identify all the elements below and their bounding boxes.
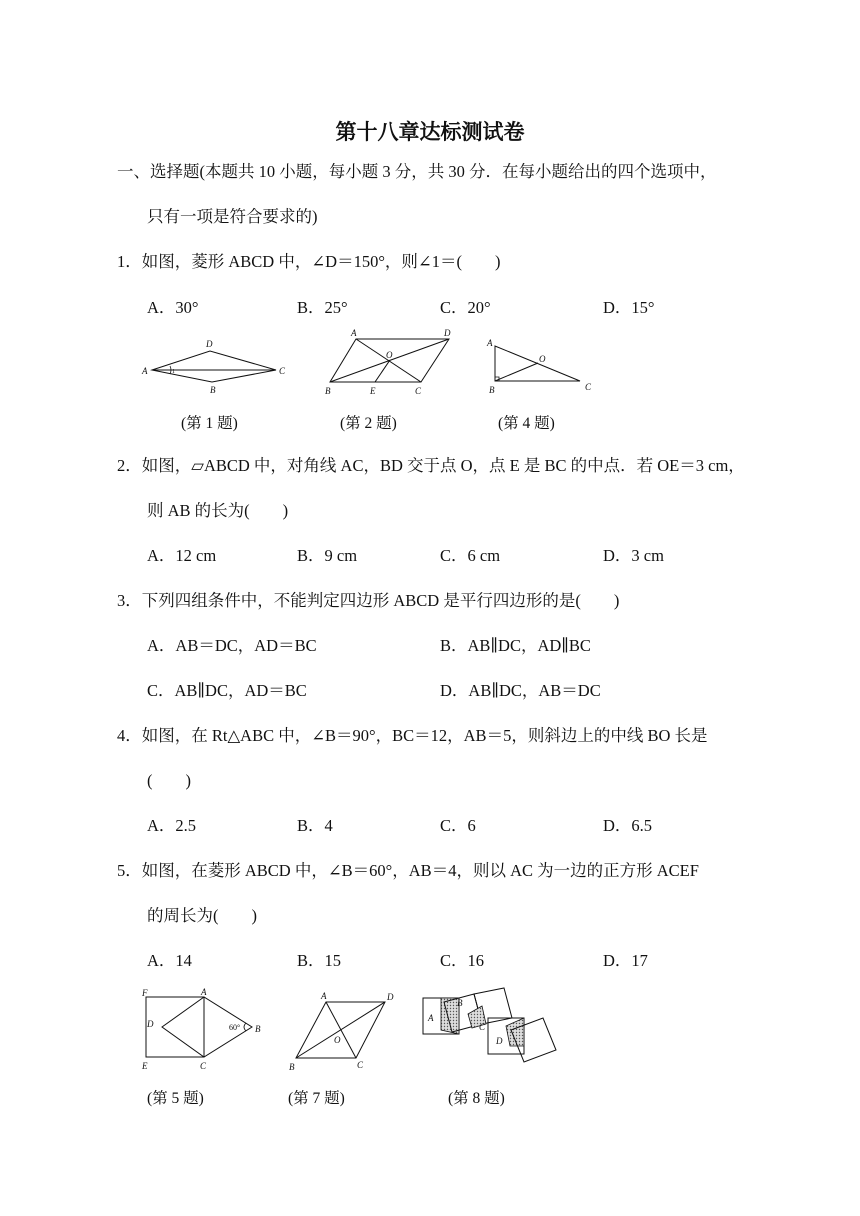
fig2-label-c: C: [415, 386, 422, 396]
question-4-stem: 4．如图，在 Rt△ABC 中，∠B＝90°，BC＝12，AB＝5，则斜边上的中线 BO 长是: [117, 726, 708, 745]
question-2-stem: 2．如图，▱ABCD 中，对角线 AC，BD 交于点 O，点 E 是 BC 的中点．若 OE＝3 cm，: [117, 456, 745, 475]
fig8-label-d: D: [496, 1036, 503, 1046]
question-1-stem: 1．如图，菱形 ABCD 中，∠D＝150°，则∠1＝( ): [117, 252, 501, 271]
fig1-label-b: B: [210, 385, 216, 395]
fig8-label-c: C: [479, 1022, 486, 1032]
figure-8-squares: [416, 986, 566, 1072]
question-4-stem-line2: ( ): [147, 771, 191, 790]
section-heading-line1: 一、选择题(本题共 10 小题，每小题 3 分，共 30 分．在每小题给出的四个选项中，: [117, 162, 717, 181]
fig5-label-angle: 60°: [229, 1023, 241, 1032]
q1-option-c: C．20°: [440, 298, 491, 317]
caption-fig7: (第 7 题): [288, 1090, 345, 1107]
fig1-label-angle: 1: [172, 369, 175, 375]
fig7-label-c: C: [357, 1060, 364, 1070]
page-title: 第十八章达标测试卷: [335, 120, 525, 144]
q5-option-a: A．14: [147, 951, 192, 970]
q2-option-b: B．9 cm: [297, 546, 358, 565]
fig2-label-d: D: [444, 328, 451, 338]
fig2-label-a: A: [351, 328, 357, 338]
caption-fig4: (第 4 题): [498, 415, 555, 432]
fig8-label-b: B: [457, 998, 463, 1008]
q4-option-d: D．6.5: [603, 816, 653, 835]
figure-2-parallelogram: [320, 326, 460, 400]
fig7-label-b: B: [289, 1062, 295, 1072]
q2-option-a: A．12 cm: [147, 546, 217, 565]
q1-option-b: B．25°: [297, 298, 348, 317]
fig5-label-d: D: [147, 1019, 154, 1029]
q3-option-b: B．AB∥DC，AD∥BC: [440, 636, 591, 655]
fig7-label-o: O: [334, 1035, 341, 1045]
q1-option-d: D．15°: [603, 298, 655, 317]
q4-option-b: B．4: [297, 816, 333, 835]
q4-option-c: C．6: [440, 816, 476, 835]
fig2-label-e: E: [370, 386, 376, 396]
fig7-label-d: D: [387, 992, 394, 1002]
fig4-label-a: A: [487, 338, 493, 348]
caption-fig2: (第 2 题): [340, 415, 397, 432]
caption-fig5: (第 5 题): [147, 1090, 204, 1107]
q5-option-d: D．17: [603, 951, 648, 970]
caption-fig1: (第 1 题): [181, 415, 238, 432]
q5-option-b: B．15: [297, 951, 342, 970]
fig1-label-c: C: [279, 366, 286, 376]
fig4-label-c: C: [585, 382, 592, 392]
question-3-stem: 3．下列四组条件中，不能判定四边形 ABCD 是平行四边形的是( ): [117, 591, 620, 610]
q1-option-a: A．30°: [147, 298, 199, 317]
q5-option-c: C．16: [440, 951, 485, 970]
q2-option-d: D．3 cm: [603, 546, 664, 565]
q3-option-d: D．AB∥DC，AB＝DC: [440, 681, 601, 700]
section-heading-line2: 只有一项是符合要求的): [147, 207, 318, 226]
fig1-label-d: D: [206, 339, 213, 349]
fig8-label-a: A: [428, 1013, 434, 1023]
question-2-stem-line2: 则 AB 的长为( ): [147, 501, 289, 520]
figure-4-right-triangle: [483, 334, 598, 398]
fig2-label-o: O: [386, 350, 393, 360]
figure-5-square-rhombus: [138, 984, 273, 1072]
q3-option-c: C．AB∥DC，AD＝BC: [147, 681, 307, 700]
q3-option-a: A．AB＝DC，AD＝BC: [147, 636, 317, 655]
figure-7-rhombus: [284, 988, 404, 1074]
q4-option-a: A．2.5: [147, 816, 197, 835]
fig4-label-b: B: [489, 385, 495, 395]
fig5-label-f: F: [142, 988, 148, 998]
question-5-stem-line2: 的周长为( ): [147, 906, 257, 925]
fig1-label-a: A: [142, 366, 148, 376]
q2-option-c: C．6 cm: [440, 546, 501, 565]
fig5-label-e: E: [142, 1061, 148, 1071]
figure-1-rhombus: [140, 336, 290, 398]
fig2-label-b: B: [325, 386, 331, 396]
fig7-label-a: A: [321, 991, 327, 1001]
fig5-label-b: B: [255, 1024, 261, 1034]
fig5-label-c: C: [200, 1061, 207, 1071]
fig5-label-a: A: [201, 987, 207, 997]
caption-fig8: (第 8 题): [448, 1090, 505, 1107]
question-5-stem: 5．如图，在菱形 ABCD 中，∠B＝60°，AB＝4，则以 AC 为一边的正方形 ACEF: [117, 861, 699, 880]
fig4-label-o: O: [539, 354, 546, 364]
